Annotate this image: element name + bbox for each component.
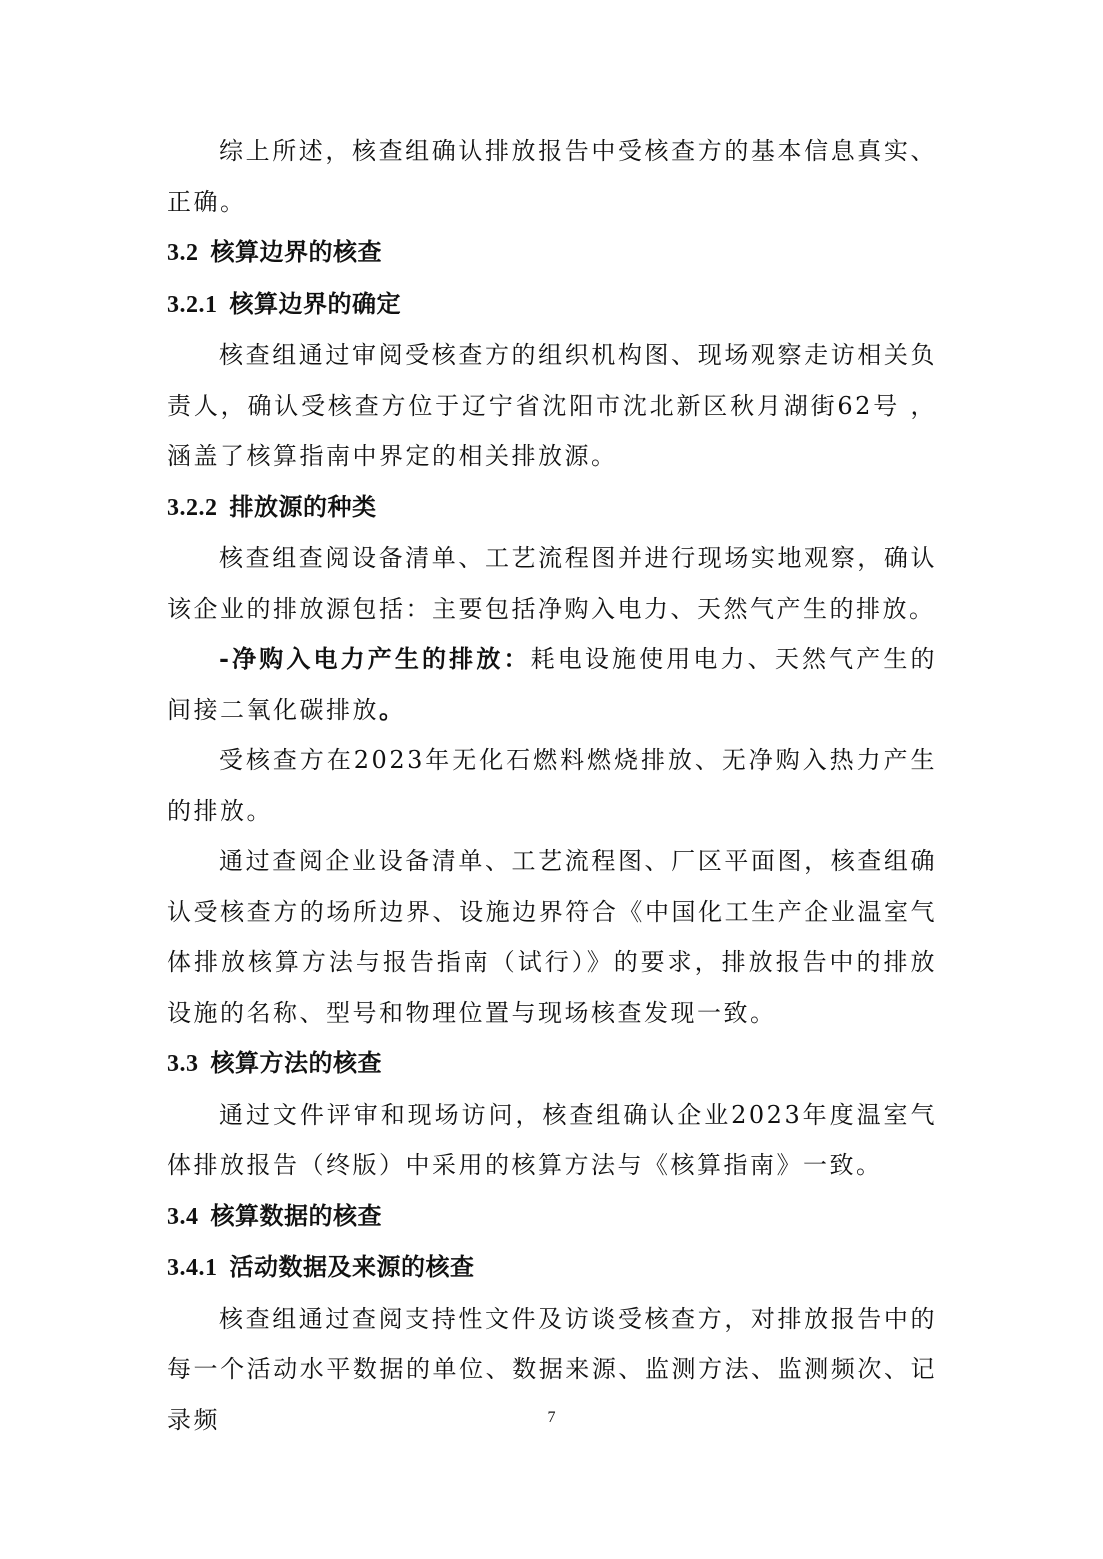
heading-title: 核算边界的核查 [210,237,382,266]
paragraph-no-fossil-fuel: 受核查方在2023年无化石燃料燃烧排放、无净购入热力产生的排放。 [167,746,937,825]
bold-lead-in: -净购入电力产生的排放： [219,644,531,673]
heading-title: 核算方法的核查 [210,1048,382,1077]
heading-title: 排放源的种类 [229,491,377,521]
paragraph-activity-data: 核查组通过查阅支持性文件及访谈受核查方，对排放报告中的每一个活动水平数据的单位、数据来源、监测方法、监测频次、记录频 [167,1304,937,1434]
heading-number: 3.4.1 [167,1255,218,1281]
paragraph-accounting-method: 通过文件评审和现场访问，核查组确认企业2023年度温室气体排放报告（终版）中采用的核算方法与《核算指南》一致。 [167,1100,937,1179]
heading-title: 核算边界的确定 [229,288,401,318]
paragraph-boundary-determination: 核查组通过审阅受核查方的组织机构图、现场观察走访相关负责人，确认受核查方位于辽宁省沈阳市沈北新区秋月湖街62号 ，涵盖了核算指南中界定的相关排放源。 [167,341,937,470]
heading-number: 3.2 [167,240,199,266]
paragraph-electricity-emission [167,634,937,735]
heading-title: 活动数据及来源的核查 [229,1252,475,1281]
paragraph-basic-info-conclusion: 综上所述，核查组确认排放报告中受核查方的基本信息真实、正确。 [167,137,937,216]
heading-3-4-1 [167,1242,937,1294]
heading-number: 3.2.2 [167,494,218,521]
page-number: 7 [547,1409,556,1426]
paragraph-boundary-compliance: 通过查阅企业设备清单、工艺流程图、厂区平面图，核查组确认受核查方的场所边界、设施边界符合《中国化工生产企业温室气体排放核算方法与报告指南（试行）》的要求，排放报告中的排放设施的名称、型号和物理位置与现场核查发现一致。 [167,847,937,1027]
paragraph-text: 耗电设施使用电力、天然气产生的间接二氧化碳排放 [167,645,937,724]
heading-3-2-1 [167,279,937,331]
heading-number: 3.4 [167,1203,199,1230]
heading-3-4 [167,1191,937,1243]
heading-number: 3.2.1 [167,291,218,318]
heading-title: 核算数据的核查 [210,1200,382,1230]
document-body [167,126,937,1445]
paragraph-emission-sources: 核查组查阅设备清单、工艺流程图并进行现场实地观察，确认该企业的排放源包括：主要包括净购入电力、天然气产生的排放。 [167,544,937,623]
heading-3-2-2 [167,482,937,534]
heading-number: 3.3 [167,1051,199,1077]
heading-3-3 [167,1038,937,1090]
heading-3-2 [167,227,937,279]
paragraph-end-mark: 。 [379,694,406,724]
